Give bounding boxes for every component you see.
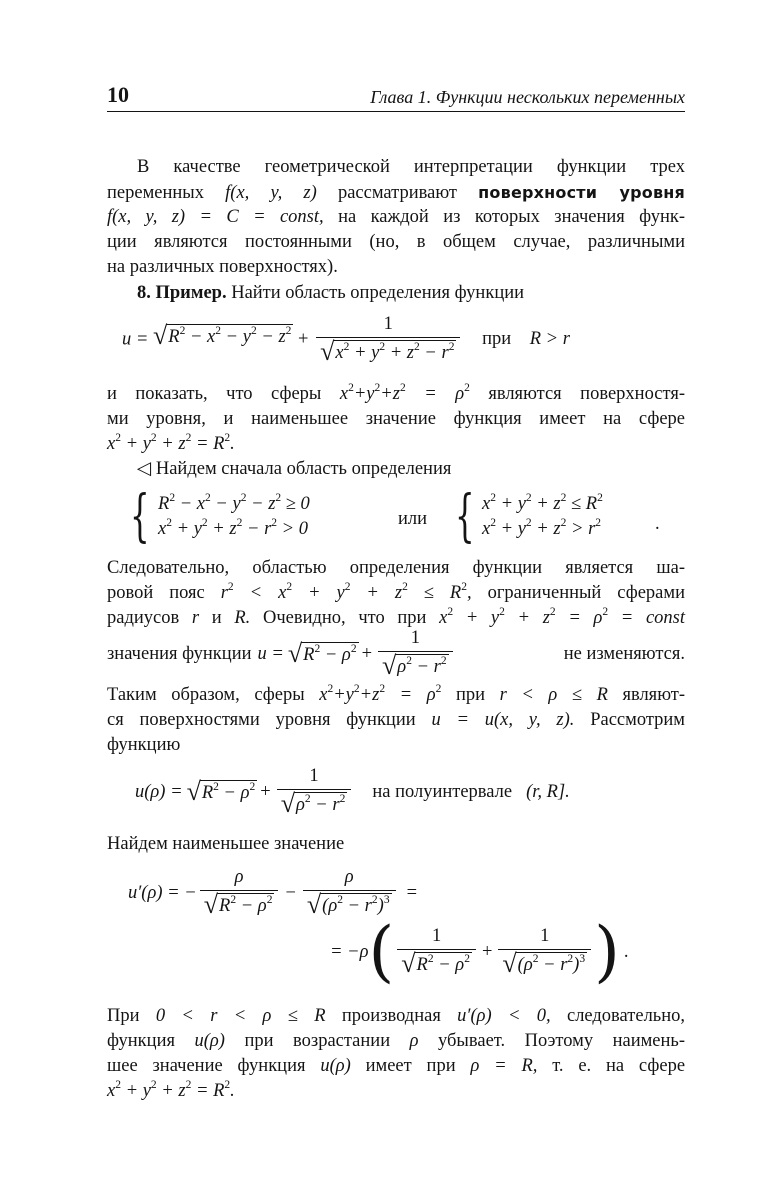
chapter-title: Глава 1. Функции нескольких переменных	[370, 87, 685, 107]
fraction	[316, 314, 460, 366]
radicand: $x^2 + y^2 + z^2 - r^2$	[335, 340, 455, 363]
radicand: $\rho^2 - r^2$	[296, 792, 346, 815]
plus: +	[298, 329, 309, 350]
radicand: $R^2 - \rho^2$	[219, 893, 273, 916]
para6-line2	[107, 1029, 685, 1054]
fraction	[277, 766, 352, 818]
minus: −	[285, 882, 296, 903]
numerator: 1	[383, 314, 393, 334]
para3-line2	[107, 581, 685, 606]
numerator: ρ	[234, 867, 244, 887]
header-rule	[107, 111, 685, 112]
system-2	[482, 492, 603, 542]
eq-lhs: u =	[122, 329, 149, 350]
math: u = u(x, y, z).	[431, 710, 575, 730]
equals: =	[406, 882, 417, 903]
para3-line1: Следовательно, областью определения функции является ша-	[107, 558, 685, 578]
math: $x^2+y^2+z^2 = \rho^2$	[339, 381, 470, 404]
denominator: √ $(\rho^2 - r^2)^3$	[303, 890, 396, 919]
radicand: $R^2 - \rho^2$	[303, 642, 357, 665]
math-r: r	[191, 608, 200, 628]
text: имеет при	[365, 1056, 456, 1076]
page-number: 10	[107, 82, 129, 107]
system-1-row1: $R^2 - x^2 - y^2 - z^2 \ge 0$	[158, 491, 310, 514]
text: шее значение функция	[107, 1056, 306, 1076]
system-1	[158, 492, 310, 542]
text: при	[455, 685, 485, 705]
eq-lhs: u(ρ) =	[135, 781, 183, 802]
denominator: √ $(\rho^2 - r^2)^3$	[498, 949, 591, 978]
math-rho: ρ	[409, 1031, 419, 1051]
cond-word: при	[482, 329, 512, 350]
text: производная	[341, 1006, 441, 1026]
radicand: $R^2 - x^2 - y^2 - z^2$	[168, 325, 292, 348]
fraction	[498, 926, 591, 978]
plus: +	[481, 941, 493, 962]
para4-line2	[107, 708, 685, 733]
radicand: $(\rho^2 - r^2)^3$	[322, 893, 390, 916]
system-1-row2: $x^2 + y^2 + z^2 - r^2 > 0$	[158, 516, 309, 539]
denominator: √ $R^2 - \rho^2$	[200, 890, 279, 919]
radicand: $(\rho^2 - r^2)^3$	[517, 952, 586, 975]
example-label: 8. Пример.	[137, 283, 227, 303]
math: u′(ρ) < 0,	[457, 1006, 551, 1026]
system-2-row2: $x^2 + y^2 + z^2 > r^2$	[482, 516, 602, 539]
math: $r^2 < x^2 + y^2 + z^2 \le R^2$,	[220, 580, 472, 603]
math: u(ρ)	[320, 1056, 351, 1076]
text: значения функции	[107, 643, 252, 664]
para5-line1: Найдем наименьшее значение	[107, 834, 345, 854]
denominator: √ $\rho^2 - r^2$	[277, 789, 352, 818]
text: и	[211, 608, 222, 628]
para1-line4: ции являются постоянными (но, в общем случае, различными	[107, 232, 685, 252]
math-f: f(x, y, z)	[225, 183, 317, 203]
text: ограниченный сферами	[487, 583, 685, 603]
cond: R > r	[529, 329, 570, 350]
right-paren-icon: )	[594, 913, 620, 990]
sqrt: √ $R^2 - x^2 - y^2 - z^2$	[152, 321, 292, 351]
fraction	[378, 628, 453, 680]
period: .	[623, 941, 629, 962]
para6-line3	[107, 1054, 685, 1079]
numerator: ρ	[344, 867, 354, 887]
text: При	[107, 1006, 140, 1026]
math: $x^2+y^2+z^2 = \rho^2$	[319, 682, 442, 705]
solution-start-icon: ◁	[137, 459, 152, 479]
text: и показать, что сферы	[107, 384, 322, 404]
text: следовательно,	[566, 1006, 686, 1026]
equation-u	[122, 314, 570, 366]
solution-start	[137, 457, 685, 482]
left-brace-icon: {	[130, 484, 150, 549]
math-cond: ρ = R,	[470, 1056, 538, 1076]
text: Найдем сначала область определения	[155, 459, 452, 479]
math-R: R.	[234, 608, 251, 628]
derivative-eq-2	[330, 913, 629, 990]
text: радиусов	[107, 608, 180, 628]
text: являют-	[622, 685, 686, 705]
math: $x^2 + y^2 + z^2 = \rho^2$ = const	[439, 605, 685, 628]
para2-line2: ми уровня, и наименьшее значение функция имеет на сфере	[107, 409, 685, 429]
system-2-row1: $x^2 + y^2 + z^2 \le R^2$	[482, 491, 603, 514]
example-heading	[137, 281, 685, 306]
math-lhs: u =	[257, 643, 284, 664]
para1-line3	[107, 205, 685, 230]
text: на каждой из которых значения функ-	[338, 207, 686, 227]
text: Рассмотрим	[590, 710, 686, 730]
numerator: 1	[540, 926, 550, 946]
example-text: Найти область определения функции	[231, 283, 525, 303]
fraction	[303, 867, 396, 919]
text: при возрастании	[244, 1031, 391, 1051]
interval: (r, R].	[526, 781, 570, 802]
plus: +	[260, 781, 271, 802]
math: u(ρ)	[194, 1031, 225, 1051]
radicand: $\rho^2 - r^2$	[397, 654, 447, 677]
numerator: 1	[410, 628, 420, 648]
d2-lhs: = −ρ	[330, 941, 369, 962]
radicand: $R^2 - \rho^2$	[416, 952, 470, 975]
text: т. е. на сфере	[552, 1056, 686, 1076]
math-cond: 0 < r < ρ ≤ R	[155, 1006, 326, 1026]
left-brace-icon: {	[455, 484, 475, 549]
plus: +	[361, 643, 373, 664]
radicand: $R^2 - \rho^2$	[201, 780, 256, 803]
para6-line1	[107, 1004, 685, 1029]
para1-line1: В качестве геометрической интерпретации функции трех	[137, 157, 685, 177]
system-end: .	[655, 514, 660, 534]
equation-u-rho	[135, 766, 570, 818]
denominator: √ $x^2 + y^2 + z^2 - r^2$	[316, 337, 460, 366]
para2-line1	[107, 382, 685, 407]
text: не изменяются.	[563, 643, 685, 664]
math-f-const: f(x, y, z) = C = const,	[107, 207, 324, 227]
term-level-surfaces: поверхности уровня	[478, 183, 686, 202]
or-word: или	[398, 509, 428, 529]
text: переменных	[107, 183, 204, 203]
left-paren-icon: (	[368, 913, 395, 990]
text: рассматривают	[337, 183, 457, 203]
text: Таким образом, сферы	[107, 685, 305, 705]
sqrt: √ $R^2 - \rho^2$	[186, 777, 256, 806]
para4-line3: функцию	[107, 735, 181, 755]
denominator: √ $R^2 - \rho^2$	[397, 949, 476, 978]
text: Очевидно, что при	[262, 608, 427, 628]
numerator: 1	[431, 926, 442, 946]
text: убывает. Поэтому наимень-	[438, 1031, 686, 1051]
sqrt: √ $R^2 - \rho^2$	[287, 639, 357, 668]
d-lhs: u′(ρ) = −	[128, 882, 197, 903]
para1-line2	[107, 180, 685, 206]
derivative-eq-1	[128, 867, 417, 919]
fraction	[200, 867, 279, 919]
numerator: 1	[309, 766, 319, 786]
denominator: √ $\rho^2 - r^2$	[378, 651, 453, 680]
math-cond: r < ρ ≤ R	[499, 685, 608, 705]
text: ровой пояс	[107, 583, 205, 603]
text: на полуинтервале	[372, 781, 513, 802]
para2-line3: $x^2 + y^2 + z^2 = R^2$.	[107, 431, 235, 454]
para3-line4	[107, 628, 685, 680]
text: функция	[107, 1031, 175, 1051]
para4-line1	[107, 683, 685, 708]
text: являются поверхностя-	[488, 384, 685, 404]
fraction	[397, 926, 476, 978]
para6-line4: $x^2 + y^2 + z^2 = R^2$.	[107, 1078, 235, 1101]
text: ся поверхностями уровня функции	[107, 710, 416, 730]
para1-line5: на различных поверхностях).	[107, 257, 338, 277]
